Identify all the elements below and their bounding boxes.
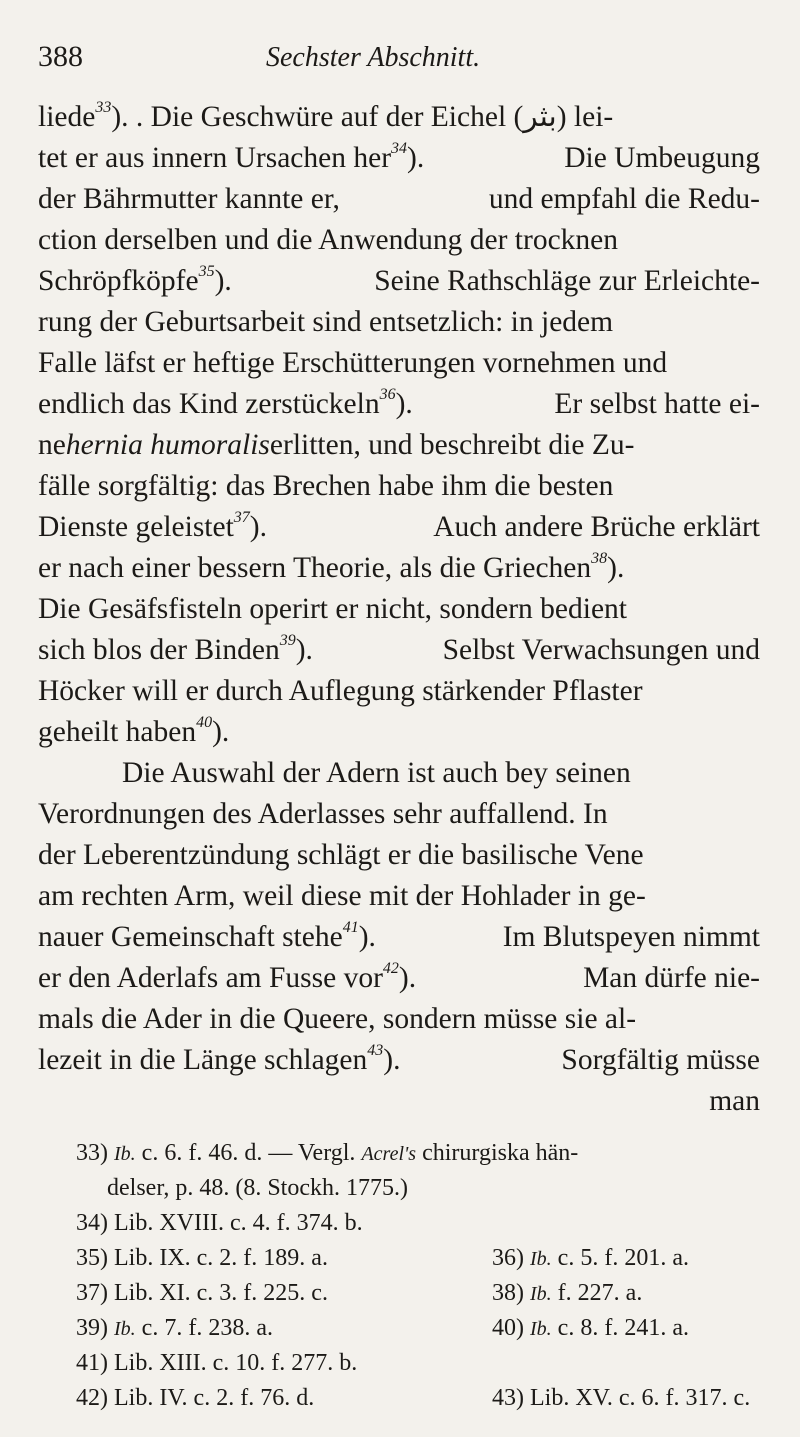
text-line-22: er den Aderlafs am Fusse vor$^{42}$). Man dürfe nie- [38,960,760,994]
text-line-2: tet er aus innern Ursachen her$^{34}$). Die Umbeugung [38,140,760,174]
text-line-16: geheilt haben$^{40}$). [38,714,230,748]
text-line-12: er nach einer bessern Theorie, als die Griechen$^{38}$). [38,550,625,584]
arabic-word: بثر [523,101,557,133]
page-number: 388 [38,40,83,73]
text-line-13: Die Gesäfsfisteln operirt er nicht, sondern bedient [38,593,627,625]
text-line-1: liede$^{33}$). . Die Geschwüre auf der Eichel (بثر) lei- [38,97,760,138]
footnote-33: 33) Ib. c. 6. f. 46. d. — Vergl. Acrel's chirurgiska hän- [76,1140,579,1166]
footnote-39-40: 39) Ib. c. 7. f. 238. a. 40) Ib. c. 8. f. 241. a. [76,1315,689,1341]
text-line-6: rung der Geburtsarbeit sind entsetzlich: in jedem [38,306,614,338]
main-text [38,97,760,1122]
footnote-33-continued: delser, p. 48. (8. Stockh. 1775.) [107,1175,408,1201]
text-line-9: nehernia humoraliserlitten, und beschreibt die Zu- [38,429,635,461]
text-line-8: endlich das Kind zerstückeln$^{36}$). Er selbst hatte ei- [38,386,760,420]
footnote-42-43: 42) Lib. IV. c. 2. f. 76. d. 43) Lib. XV. c. 6. f. 317. c. [76,1385,751,1411]
text-line-3: der Bährmutter kannte er, und empfahl die Redu- [38,183,760,215]
footnotes [76,1136,766,1416]
running-title: Sechster Abschnitt. [266,42,481,73]
text-line-15: Höcker will er durch Auflegung stärkender Pflaster [38,675,643,707]
footnote-41: 41) Lib. XIII. c. 10. f. 277. b. [76,1350,358,1376]
text-line-7: Falle läfst er heftige Erschütterungen vornehmen und [38,347,668,379]
text-line-19: der Leberentzündung schlägt er die basilische Vene [38,839,644,871]
text-line-5: Schröpfköpfe$^{35}$). Seine Rathschläge zur Erleichte- [38,263,760,297]
text-line-21: nauer Gemeinschaft stehe$^{41}$). Im Blutspeyen nimmt [38,919,760,953]
text-line-10: fälle sorgfältig: das Brechen habe ihm die besten [38,470,614,502]
text-line-23: mals die Ader in die Queere, sondern müsse sie al- [38,1003,637,1035]
catchword: man [709,1085,760,1117]
text-line-20: am rechten Arm, weil diese mit der Hohlader in ge- [38,880,646,912]
text-line-4: ction derselben und die Anwendung der trocknen [38,224,619,256]
text-line-17: Die Auswahl der Adern ist auch bey seinen [122,757,631,789]
text-line-24: lezeit in die Länge schlagen$^{43}$). Sorgfältig müsse [38,1042,760,1076]
footnote-34: 34) Lib. XVIII. c. 4. f. 374. b. [76,1210,363,1236]
footnote-37-38: 37) Lib. XI. c. 3. f. 225. c. 38) Ib. f. 227. a. [76,1280,643,1306]
text-line-14: sich blos der Binden$^{39}$). Selbst Verwachsungen und [38,632,760,666]
text-line-11: Dienste geleistet$^{37}$). Auch andere Brüche erklärt [38,509,760,543]
text-line-18: Verordnungen des Aderlasses sehr auffallend. In [38,798,608,830]
footnote-35-36: 35) Lib. IX. c. 2. f. 189. a. 36) Ib. c. 5. f. 201. a. [76,1245,689,1271]
page-header [38,40,758,80]
